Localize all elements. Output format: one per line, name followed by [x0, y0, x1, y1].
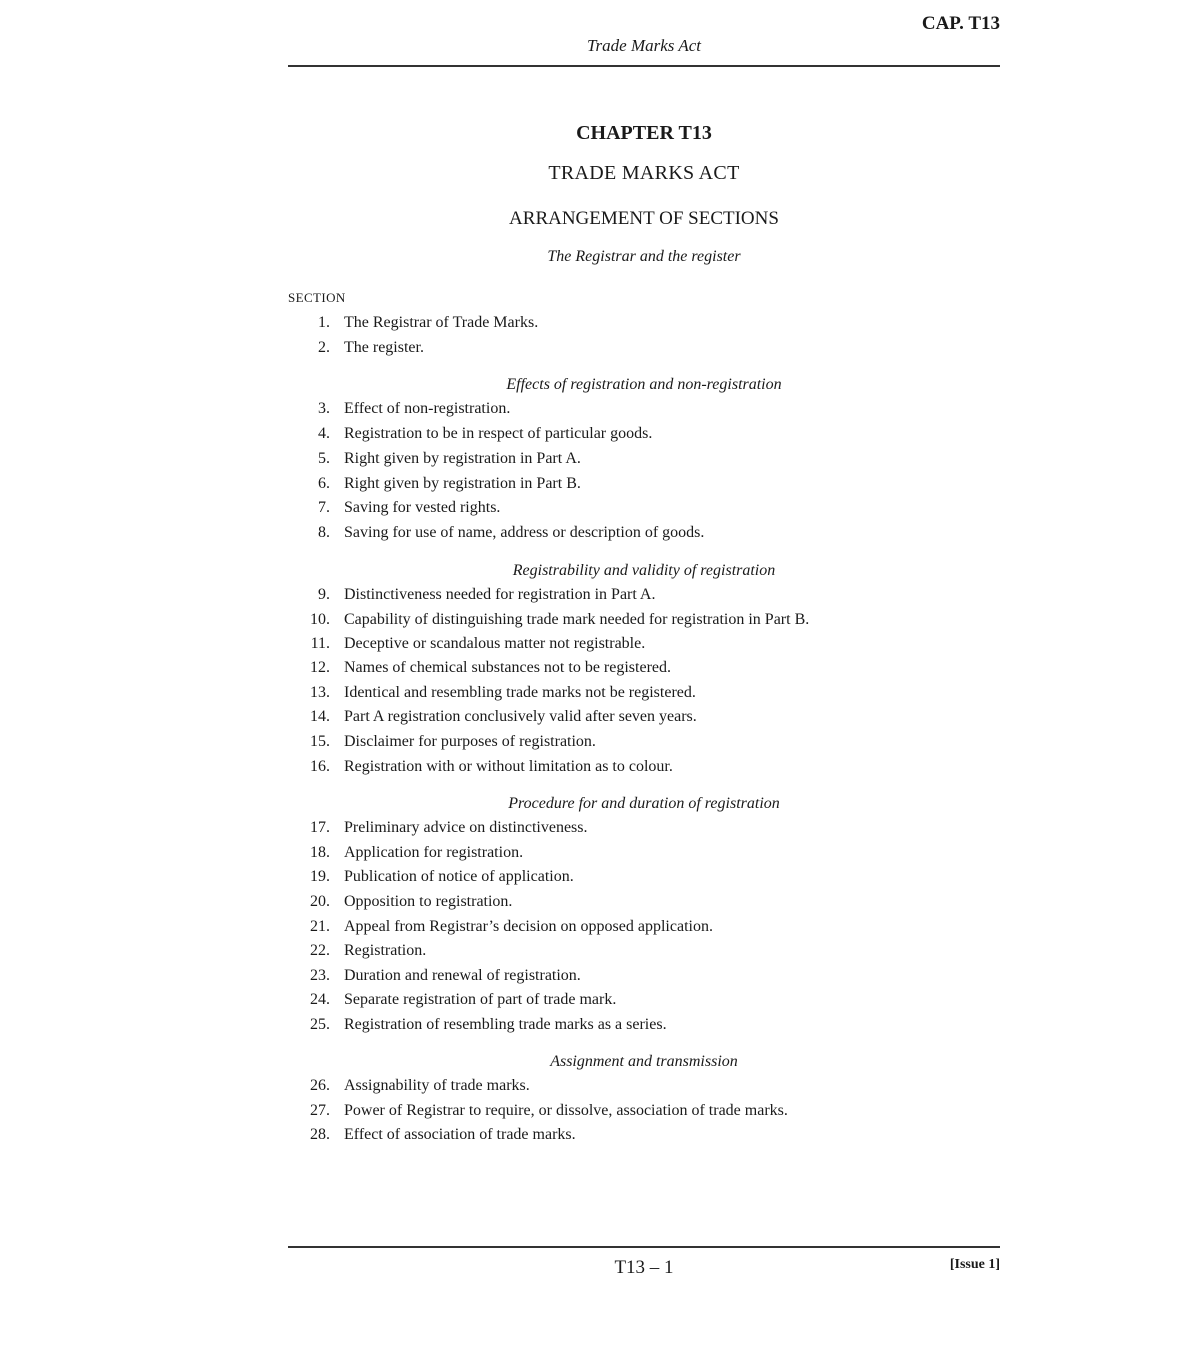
section-number: 13. — [310, 684, 330, 701]
section-entry — [288, 893, 988, 915]
group-heading: Procedure for and duration of registration — [508, 795, 780, 812]
section-title: Capability of distinguishing trade mark needed for registration in Part B. — [344, 611, 810, 628]
section-number: 5. — [318, 450, 330, 467]
section-number: 9. — [318, 586, 330, 603]
section-entry — [288, 733, 988, 755]
section-title: Separate registration of part of trade mark. — [344, 991, 617, 1008]
group-heading: Registrability and validity of registration — [512, 562, 776, 579]
section-entry — [288, 586, 988, 608]
section-title: Effect of non-registration. — [344, 400, 511, 417]
section-title: Distinctiveness needed for registration in Part A. — [344, 586, 656, 603]
section-entry — [288, 524, 988, 546]
group-heading: Effects of registration and non-registration — [506, 376, 782, 393]
section-number: 19. — [310, 868, 330, 885]
section-number: 25. — [310, 1016, 330, 1033]
section-title: Preliminary advice on distinctiveness. — [344, 819, 588, 836]
section-title: The register. — [344, 339, 424, 356]
chapter-heading: CHAPTER T13 — [576, 122, 712, 144]
section-title: Power of Registrar to require, or dissolve, association of trade marks. — [344, 1102, 788, 1119]
header-rule — [288, 65, 1000, 67]
section-number: 4. — [318, 425, 330, 442]
section-number: 16. — [310, 758, 330, 775]
section-entry — [288, 314, 988, 336]
section-number: 8. — [318, 524, 330, 541]
section-title: Registration of resembling trade marks as a series. — [344, 1016, 667, 1033]
section-entry — [288, 991, 988, 1013]
section-number: 17. — [310, 819, 330, 836]
section-entry — [288, 339, 988, 361]
section-title: Registration to be in respect of particular goods. — [344, 425, 653, 442]
section-entry — [288, 499, 988, 521]
section-entry — [288, 844, 988, 866]
section-number: 20. — [310, 893, 330, 910]
section-entry — [288, 450, 988, 472]
section-title: Appeal from Registrar’s decision on opposed application. — [344, 918, 713, 935]
section-number: 7. — [318, 499, 330, 516]
group-heading: The Registrar and the register — [547, 248, 741, 265]
section-title: Right given by registration in Part A. — [344, 450, 581, 467]
section-title: Saving for use of name, address or description of goods. — [344, 524, 705, 541]
section-entry — [288, 967, 988, 989]
section-entry — [288, 425, 988, 447]
section-entry — [288, 635, 988, 657]
act-title: TRADE MARKS ACT — [548, 162, 740, 184]
section-number: 23. — [310, 967, 330, 984]
section-number: 1. — [318, 314, 330, 331]
section-entry — [288, 1102, 988, 1124]
section-entry — [288, 918, 988, 940]
section-entry — [288, 868, 988, 890]
section-number: 27. — [310, 1102, 330, 1119]
section-title: Deceptive or scandalous matter not registrable. — [344, 635, 646, 652]
running-title: Trade Marks Act — [587, 36, 701, 55]
section-number: 12. — [310, 659, 330, 676]
section-title: Duration and renewal of registration. — [344, 967, 581, 984]
section-number: 28. — [310, 1126, 330, 1143]
section-number: 14. — [310, 708, 330, 725]
section-number: 18. — [310, 844, 330, 861]
section-title: Registration. — [344, 942, 427, 959]
section-title: Disclaimer for purposes of registration. — [344, 733, 596, 750]
section-title: Saving for vested rights. — [344, 499, 501, 516]
section-title: Part A registration conclusively valid after seven years. — [344, 708, 697, 725]
section-title: Right given by registration in Part B. — [344, 475, 581, 492]
section-title: The Registrar of Trade Marks. — [344, 314, 539, 331]
section-entry — [288, 1016, 988, 1038]
section-entry — [288, 758, 988, 780]
section-number: 26. — [310, 1077, 330, 1094]
issue-label: [Issue 1] — [949, 1257, 1000, 1272]
section-entry — [288, 708, 988, 730]
section-number: 11. — [310, 635, 330, 652]
section-column-label: SECTION — [288, 290, 346, 305]
section-entry — [288, 400, 988, 422]
section-entry — [288, 659, 988, 681]
section-number: 24. — [310, 991, 330, 1008]
section-number: 2. — [318, 339, 330, 356]
section-number: 21. — [310, 918, 330, 935]
section-number: 3. — [318, 400, 330, 417]
section-entry — [288, 819, 988, 841]
section-entry — [288, 1126, 988, 1148]
section-entry — [288, 475, 988, 497]
section-entry — [288, 1077, 988, 1099]
section-title: Identical and resembling trade marks not be registered. — [344, 684, 696, 701]
section-title: Application for registration. — [344, 844, 524, 861]
section-title: Registration with or without limitation as to colour. — [344, 758, 673, 775]
cap-label: CAP. T13 — [921, 13, 1000, 34]
section-entry — [288, 611, 988, 633]
section-number: 15. — [310, 733, 330, 750]
section-number: 6. — [318, 475, 330, 492]
section-number: 22. — [310, 942, 330, 959]
section-title: Opposition to registration. — [344, 893, 513, 910]
section-title: Assignability of trade marks. — [344, 1077, 530, 1094]
section-title: Publication of notice of application. — [344, 868, 574, 885]
section-entry — [288, 684, 988, 706]
group-heading: Assignment and transmission — [550, 1053, 738, 1070]
section-number: 10. — [310, 611, 330, 628]
section-title: Names of chemical substances not to be registered. — [344, 659, 671, 676]
section-title: Effect of association of trade marks. — [344, 1126, 576, 1143]
page-number: T13 – 1 — [614, 1257, 674, 1278]
arrangement-heading: ARRANGEMENT OF SECTIONS — [509, 208, 779, 229]
section-entry — [288, 942, 988, 964]
footer-rule — [288, 1246, 1000, 1248]
